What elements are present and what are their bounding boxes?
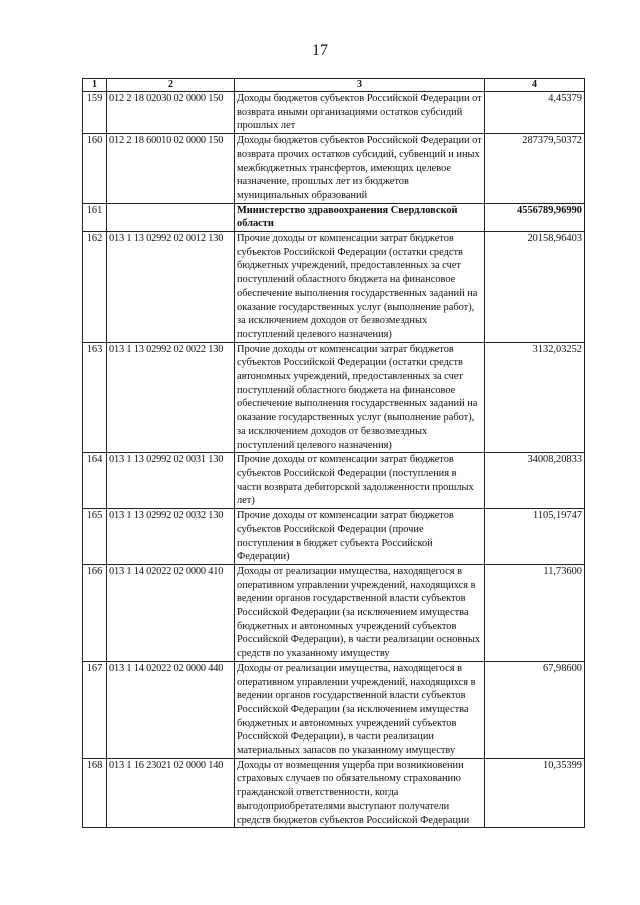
table-row (83, 758, 585, 828)
row-number: 163 (83, 342, 107, 453)
row-number: 165 (83, 509, 107, 565)
row-description: Прочие доходы от компенсации затрат бюджетов субъектов Российской Федерации (остатки средств бюджетных учреждений, предоставленных за счет поступлений областного бюджета на финансовое обеспечение выполнения государственных заданий на оказание государственных услуг (выполнение работ), за исключением доходов от безвозмездных поступлений целевого назначения) (235, 232, 485, 343)
row-number: 167 (83, 661, 107, 758)
table-row (83, 509, 585, 565)
row-number: 164 (83, 453, 107, 509)
page-number: 17 (312, 42, 328, 59)
row-amount: 11,73600 (485, 564, 585, 661)
table-row (83, 232, 585, 343)
row-code: 013 1 16 23021 02 0000 140 (107, 758, 235, 828)
table-row (83, 134, 585, 204)
row-description: Доходы бюджетов субъектов Российской Федерации от возврата иными организациями остатков субсидий прошлых лет (235, 92, 485, 134)
row-amount: 3132,03252 (485, 342, 585, 453)
row-amount: 4,45379 (485, 92, 585, 134)
row-description: Прочие доходы от компенсации затрат бюджетов субъектов Российской Федерации (поступления в части возврата дебиторской задолженности прошлых лет) (235, 453, 485, 509)
header-col-2: 2 (107, 79, 235, 92)
table-header-row (83, 79, 585, 92)
table-row (83, 564, 585, 661)
row-code: 013 1 14 02022 02 0000 440 (107, 661, 235, 758)
row-description: Доходы бюджетов субъектов Российской Федерации от возврата прочих остатков субсидий, субвенций и иных межбюджетных трансфертов, имеющих целевое назначение, прошлых лет из бюджетов муниципальных образований (235, 134, 485, 204)
row-amount: 287379,50372 (485, 134, 585, 204)
row-description: Доходы от реализации имущества, находящегося в оперативном управлении учреждений, находящихся в ведении органов государственной власти субъектов Российской Федерации (за исключением имущества бюджетных и автономных учреждений субъектов Российской Федерации), в части реализации материальных запасов по указанному имуществу (235, 661, 485, 758)
row-code: 013 1 13 02992 02 0012 130 (107, 232, 235, 343)
row-code: 012 2 18 02030 02 0000 150 (107, 92, 235, 134)
row-amount: 1105,19747 (485, 509, 585, 565)
row-code: 013 1 14 02022 02 0000 410 (107, 564, 235, 661)
table-row (83, 342, 585, 453)
row-amount: 67,98600 (485, 661, 585, 758)
row-number: 161 (83, 203, 107, 231)
row-number: 166 (83, 564, 107, 661)
row-code: 013 1 13 02992 02 0022 130 (107, 342, 235, 453)
row-amount: 20158,96403 (485, 232, 585, 343)
table-row (83, 203, 585, 231)
row-code: 013 1 13 02992 02 0031 130 (107, 453, 235, 509)
row-description: Прочие доходы от компенсации затрат бюджетов субъектов Российской Федерации (остатки средств автономных учреждений, предоставленных за счет поступлений областного бюджета на финансовое обеспечение выполнения государственных заданий на оказание государственных услуг (выполнение работ), за исключением доходов от безвозмездных поступлений целевого назначения) (235, 342, 485, 453)
row-amount: 10,35399 (485, 758, 585, 828)
row-description: Прочие доходы от компенсации затрат бюджетов субъектов Российской Федерации (прочие поступления в бюджет субъекта Российской Федерации) (235, 509, 485, 565)
revenue-table (82, 78, 585, 828)
row-code: 013 1 13 02992 02 0032 130 (107, 509, 235, 565)
row-amount: 4556789,96990 (485, 203, 585, 231)
row-number: 160 (83, 134, 107, 204)
row-amount: 34008,20833 (485, 453, 585, 509)
row-code: 012 2 18 60010 02 0000 150 (107, 134, 235, 204)
row-description: Доходы от возмещения ущерба при возникновении страховых случаев по обязательному страхованию гражданской ответственности, когда выгодоприобретателями выступают получатели средств бюджетов субъектов Российской Федерации (235, 758, 485, 828)
row-number: 168 (83, 758, 107, 828)
table-row (83, 453, 585, 509)
table-body (83, 92, 585, 828)
table-row (83, 661, 585, 758)
header-col-4: 4 (485, 79, 585, 92)
header-col-1: 1 (83, 79, 107, 92)
row-description: Доходы от реализации имущества, находящегося в оперативном управлении учреждений, находящихся в ведении органов государственной власти субъектов Российской Федерации (за исключением имущества бюджетных и автономных учреждений субъектов Российской Федерации), в части реализации основных средств по указанному имуществу (235, 564, 485, 661)
table-row (83, 92, 585, 134)
row-number: 162 (83, 232, 107, 343)
header-col-3: 3 (235, 79, 485, 92)
row-description: Министерство здравоохранения Свердловской области (235, 203, 485, 231)
row-number: 159 (83, 92, 107, 134)
row-code (107, 203, 235, 231)
